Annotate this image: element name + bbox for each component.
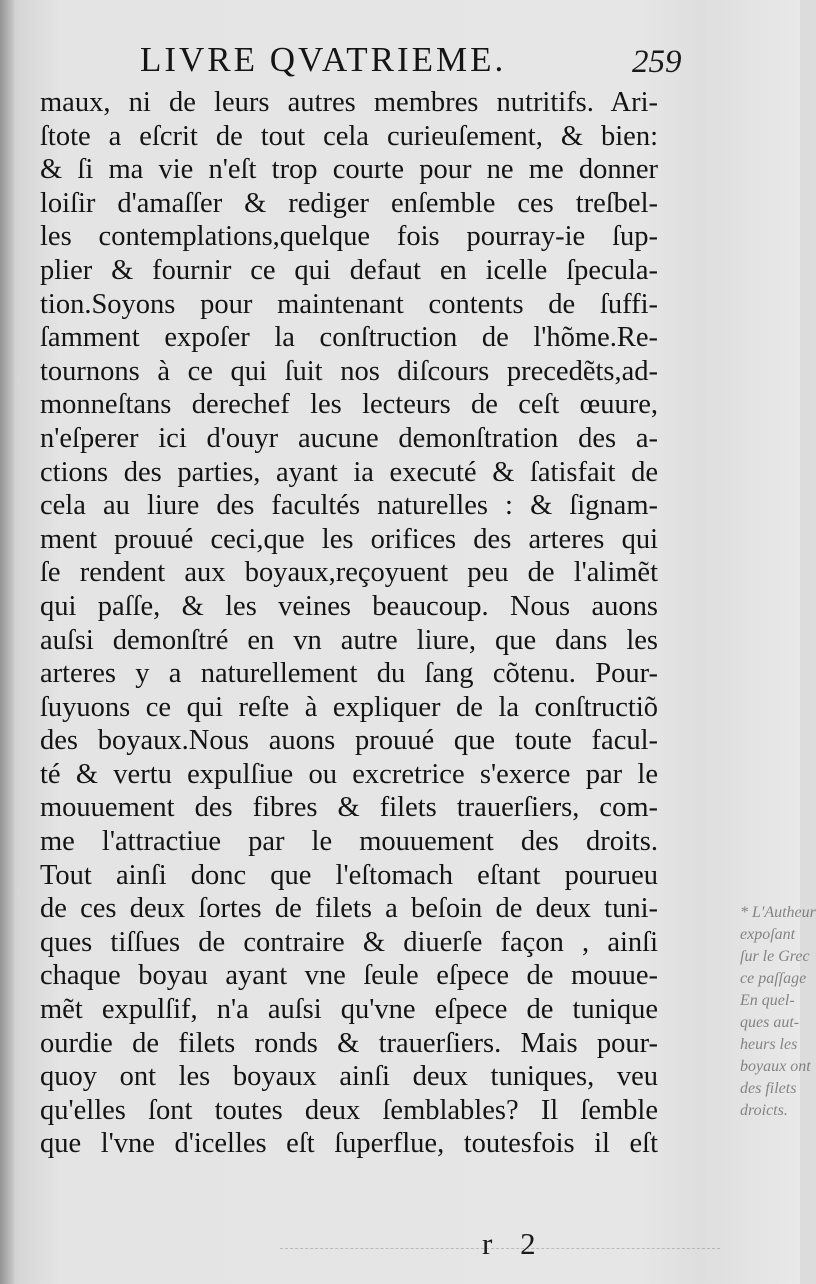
bleed-through-line <box>280 1248 720 1250</box>
text-line: qu'elles ſont toutes deux ſemblables? Il ſemble <box>40 1094 658 1126</box>
text-line: chaque boyau ayant vne ſeule eſpece de mouue- <box>40 960 658 992</box>
text-line: tion.Soyons pour maintenant contents de ſuffi- <box>40 288 658 320</box>
body-text <box>40 86 658 1161</box>
text-line: ſamment expoſer la conſtruction de l'hõme.Re- <box>40 322 658 354</box>
text-line: ques tiſſues de contraire & diuerſe façon , ainſi <box>40 926 658 958</box>
text-line: ourdie de filets ronds & trauerſiers. Mais pour- <box>40 1027 658 1059</box>
text-line: té & vertu expulſiue ou excretrice s'exerce par le <box>40 758 658 790</box>
text-line: Tout ainſi donc que l'eſtomach eſtant pourueu <box>40 859 658 891</box>
text-line: auſsi demonſtré en vn autre liure, que dans les <box>40 624 658 656</box>
text-line: les contemplations,quelque fois pourray-ie ſup- <box>40 221 658 253</box>
margin-note-line: ques aut- <box>740 1014 800 1031</box>
text-line: mẽt expulſif, n'a auſsi qu'vne eſpece de tunique <box>40 994 658 1026</box>
margin-note-line: boyaux ont <box>740 1058 811 1075</box>
margin-note-line: ſur le Grec <box>740 948 810 965</box>
text-line: & ſi ma vie n'eſt trop courte pour ne me donner <box>40 154 658 186</box>
text-line: quoy ont les boyaux ainſi deux tuniques, veu <box>40 1061 658 1093</box>
text-line: des boyaux.Nous auons prouué que toute facul- <box>40 725 658 757</box>
running-head: LIVRE QVATRIEME. <box>140 40 507 79</box>
text-line: cela au liure des facultés naturelles : & ſignam- <box>40 490 658 522</box>
margin-note-line: En quel- <box>740 992 795 1009</box>
text-line: mouuement des fibres & filets trauerſiers, com- <box>40 792 658 824</box>
text-line: ſe rendent aux boyaux,reçoyuent peu de l'alimẽt <box>40 557 658 589</box>
margin-note-line: des filets <box>740 1080 797 1097</box>
text-line: arteres y a naturellement du ſang cõtenu. Pour- <box>40 658 658 690</box>
text-line: maux, ni de leurs autres membres nutritifs. Ari- <box>40 87 658 118</box>
margin-note-line: heurs les <box>740 1036 798 1053</box>
gutter-shadow <box>0 0 14 1284</box>
text-line: plier & fournir ce qui defaut en icelle ſpecula- <box>40 254 658 286</box>
margin-note-line: * L'Autheur <box>740 904 816 921</box>
text-line: ctions des parties, ayant ia executé & ſatisfait de <box>40 456 658 488</box>
text-line: que l'vne d'icelles eſt ſuperflue, toutesfois il eſt <box>40 1128 658 1160</box>
text-line: ment prouué ceci,que les orifices des arteres qui <box>40 523 658 555</box>
text-line: tournons à ce qui ſuit nos diſcours precedẽts,ad- <box>40 355 658 387</box>
text-line: loiſir d'amaſſer & rediger enſemble ces treſbel- <box>40 187 658 219</box>
text-line: me l'attractiue par le mouuement des droits. <box>40 826 658 858</box>
text-line: monneſtans derechef les lecteurs de ceſt œuure, <box>40 389 658 421</box>
text-line: qui paſſe, & les veines beaucoup. Nous auons <box>40 590 658 622</box>
text-line: ſtote a eſcrit de tout cela curieuſement, & bien: <box>40 120 658 152</box>
margin-note-line: expoſant <box>740 926 796 943</box>
page-number: 259 <box>632 44 682 80</box>
margin-note <box>740 902 816 1122</box>
text-line: ſuyuons ce qui reſte à expliquer de la conſtructiõ <box>40 691 658 723</box>
margin-note-line: droicts. <box>740 1102 788 1119</box>
margin-note-line: ce paſſage <box>740 970 807 987</box>
text-line: de ces deux ſortes de filets a beſoin de deux tuni- <box>40 893 658 925</box>
text-line: n'eſperer ici d'ouyr aucune demonſtration des a- <box>40 422 658 454</box>
signature-mark: r 2 <box>482 1226 546 1261</box>
